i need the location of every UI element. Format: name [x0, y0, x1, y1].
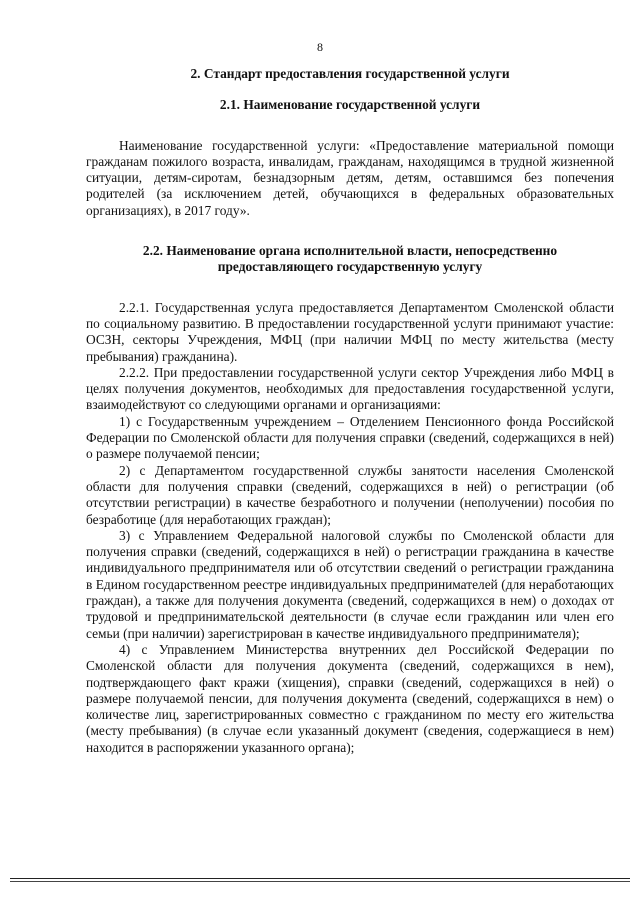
paragraph-2-2-1: 2.2.1. Государственная услуга предоставляется Департаментом Смоленской области по социальному развитию. В предоставлении государственной услуги принимают участие: ОСЗН, секторы Учреждения, МФЦ (при наличии МФЦ по месту жительства (месту пребывания) гражданина). — [86, 299, 614, 364]
page-number: 8 — [317, 40, 323, 54]
list-item-2: 2) с Департаментом государственной службы занятости населения Смоленской области для получения справки (сведений, содержащихся в ней) о регистрации (об отсутствии регистрации) в качестве безработного и получении (неполучении) пособия по безработице (для неработающих граждан); — [86, 462, 614, 527]
footer-divider-secondary — [10, 881, 630, 882]
subsection-heading-service-name: 2.1. Наименование государственной услуги — [219, 97, 481, 113]
paragraph-2-2-2: 2.2.2. При предоставлении государственной услуги сектор Учреждения либо МФЦ в целях получения документов, необходимых для предоставления государственной услуги, взаимодействуют со следующими органами и организациями: — [86, 364, 614, 413]
document-body — [86, 66, 614, 756]
list-item-3: 3) с Управлением Федеральной налоговой службы по Смоленской области для получения справки (сведений, содержащихся в ней) о регистрации гражданина в качестве индивидуального предпринимателя или об отсутствии сведений о регистрации гражданина в Едином государственном реестре индивидуальных предпринимателей (для неработающих граждан), а также для получения документа (сведений, содержащихся в нем) о доходах от трудовой и предпринимательской деятельности (в случае если гражданин или член его семьи (при наличии) зарегистрирован в качестве индивидуального предпринимателя); — [86, 527, 614, 641]
paragraph-service-name: Наименование государственной услуги: «Предоставление материальной помощи гражданам пожилого возраста, инвалидам, гражданам, находящимся в трудной жизненной ситуации, детям-сиротам, безнадзорным детям, детям, оставшимся без попечения родителей (за исключением детей, обучающихся в федеральных образовательных организациях), в 2017 году». — [86, 137, 614, 218]
section-heading-standard: 2. Стандарт предоставления государственной услуги — [190, 66, 510, 81]
subsection-heading-authority: 2.2. Наименование органа исполнительной власти, непосредственно предоставляющего государственную услугу — [142, 243, 558, 275]
footer-divider — [10, 878, 630, 879]
list-item-1: 1) с Государственным учреждением – Отделением Пенсионного фонда Российской Федерации по Смоленской области для получения справки (сведений, содержащихся в ней) о размере получаемой пенсии; — [86, 413, 614, 462]
list-item-4: 4) с Управлением Министерства внутренних дел Российской Федерации по Смоленской области для получения документа (сведений, содержащихся в нем), подтверждающего факт кражи (хищения), справки (сведений, содержащихся в ней) о размере получаемой пенсии, для получения документа (сведений, содержащихся в нем) о количестве лиц, зарегистрированных совместно с гражданином по месту его жительства (месту пребывания) (в случае если указанный документ (сведения, содержащиеся в нем) находится в распоряжении указанного органа); — [86, 641, 614, 755]
